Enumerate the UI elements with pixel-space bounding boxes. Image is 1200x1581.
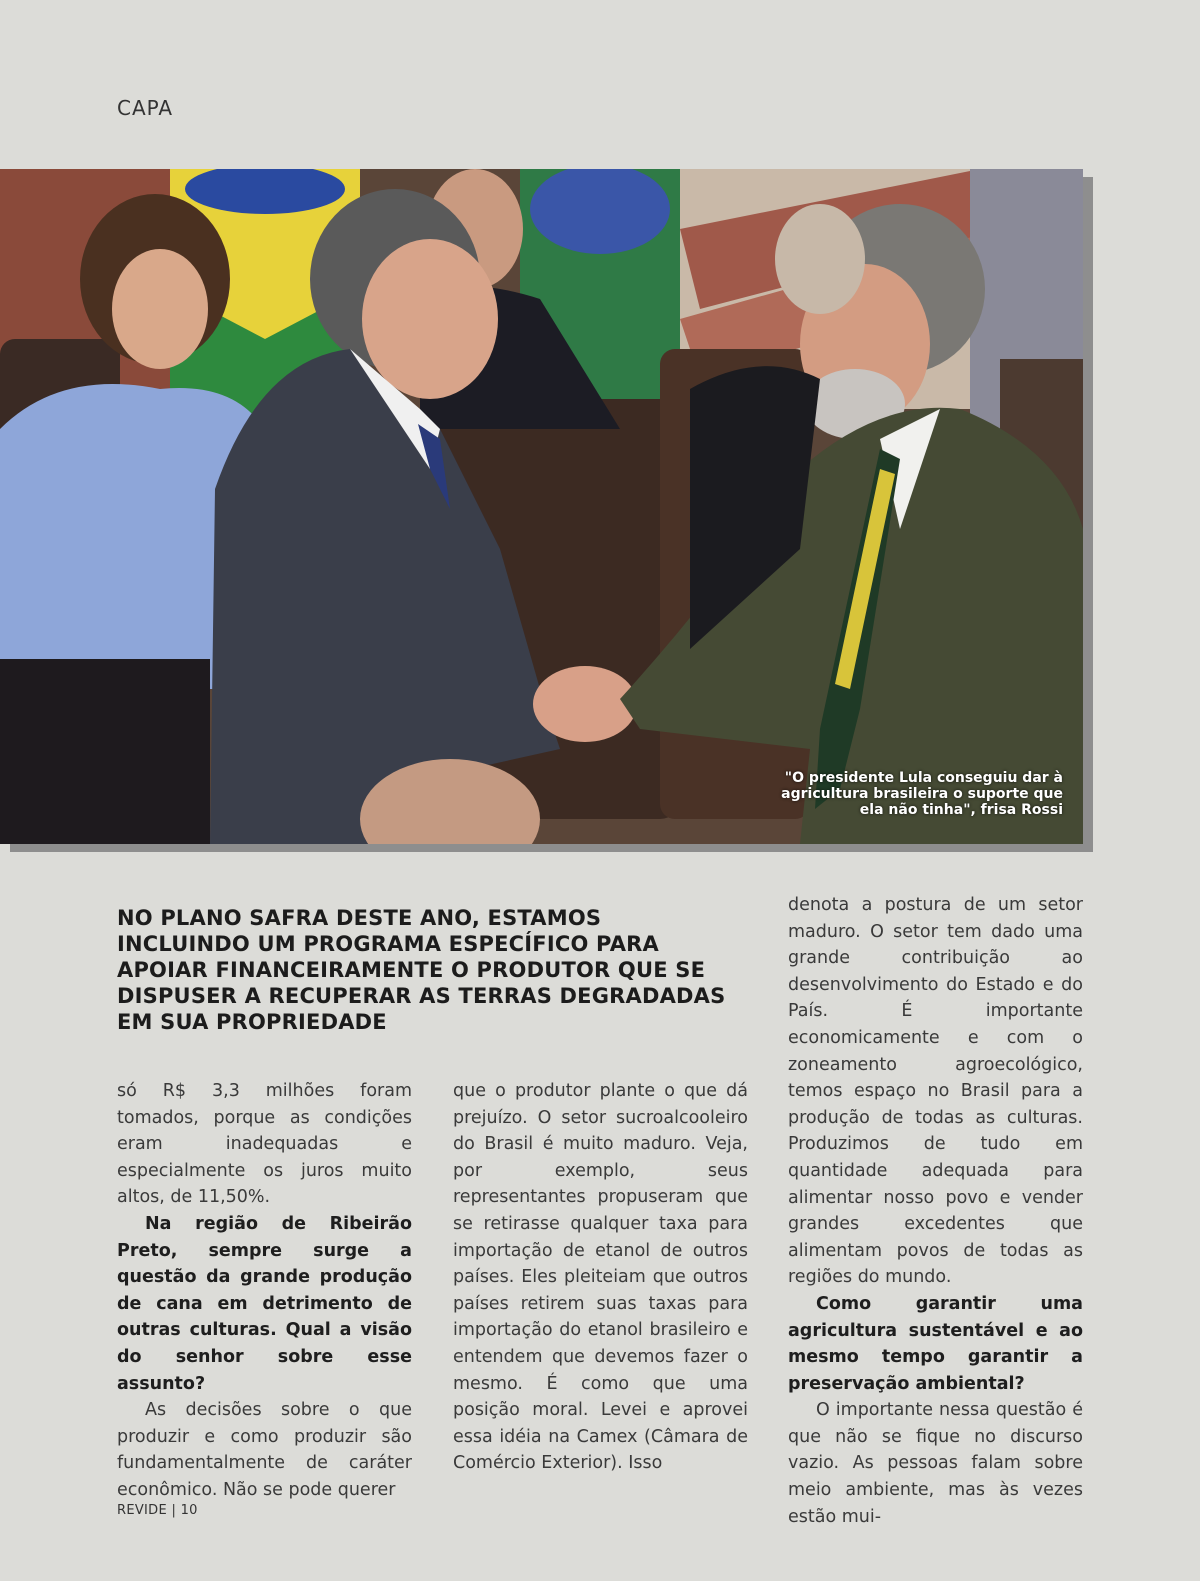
paragraph: O importante nessa questão é que não se fique no discurso vazio. As pessoas falam sobre meio ambiente, mas às vezes estão mui-	[788, 1400, 1083, 1527]
photo-caption: "O presidente Lula conseguiu dar à agricultura brasileira o suporte que ela não tinha", frisa Rossi	[781, 770, 1063, 818]
page-footer	[117, 1503, 198, 1518]
text-column-1	[117, 1078, 412, 1504]
footer-separator: |	[171, 1503, 177, 1518]
page-number: 10	[180, 1503, 198, 1518]
interview-question: Como garantir uma agricultura sustentável e ao mesmo tempo garantir a preservação ambiental?	[788, 1293, 1083, 1394]
cover-photo	[0, 169, 1083, 844]
paragraph: só R$ 3,3 milhões foram tomados, porque as condições eram inadequadas e especialmente os juros muito altos, de 11,50%.	[117, 1081, 412, 1208]
paragraph: que o produtor plante o que dá prejuízo. O setor sucroalcooleiro do Brasil é muito maduro. Veja, por exemplo, seus representantes propuseram que se retirasse qualquer taxa para importação de etanol de outros países. Eles pleiteiam que outros países retirem suas taxas para importação do etanol brasileiro e entendem que devemos fazer o mesmo. É como que uma posição moral. Levei e aprovei essa idéia na Camex (Câmara de Comércio Exterior). Isso	[453, 1081, 748, 1474]
paragraph: denota a postura de um setor maduro. O setor tem dado uma grande contribuição ao desenvolvimento do Estado e do País. É importante economicamente e com o zoneamento agroecológico, temos espaço no Brasil para a produção de todas as culturas. Produzimos de tudo em quantidade adequada para alimentar nosso povo e vender grandes excedentes que alimentam povos de todas as regiões do mundo.	[788, 895, 1083, 1288]
handshake-photo	[0, 169, 1083, 844]
section-label: CAPA	[117, 96, 174, 120]
magazine-name: REVIDE	[117, 1503, 167, 1518]
interview-question: Na região de Ribeirão Preto, sempre surge a questão da grande produção de cana em detrimento de outras culturas. Qual a visão do senhor sobre esse assunto?	[117, 1213, 412, 1394]
paragraph: As decisões sobre o que produzir e como produzir são fundamentalmente de caráter econômico. Não se pode querer	[117, 1400, 412, 1500]
text-column-3	[788, 892, 1083, 1530]
pull-quote: NO PLANO SAFRA DESTE ANO, ESTAMOS INCLUINDO UM PROGRAMA ESPECÍFICO PARA APOIAR FINANCEIRAMENTE O PRODUTOR QUE SE DISPUSER A RECUPERAR AS TERRAS DEGRADADAS EM SUA PROPRIEDADE	[117, 906, 726, 1034]
text-column-2	[453, 1078, 748, 1477]
